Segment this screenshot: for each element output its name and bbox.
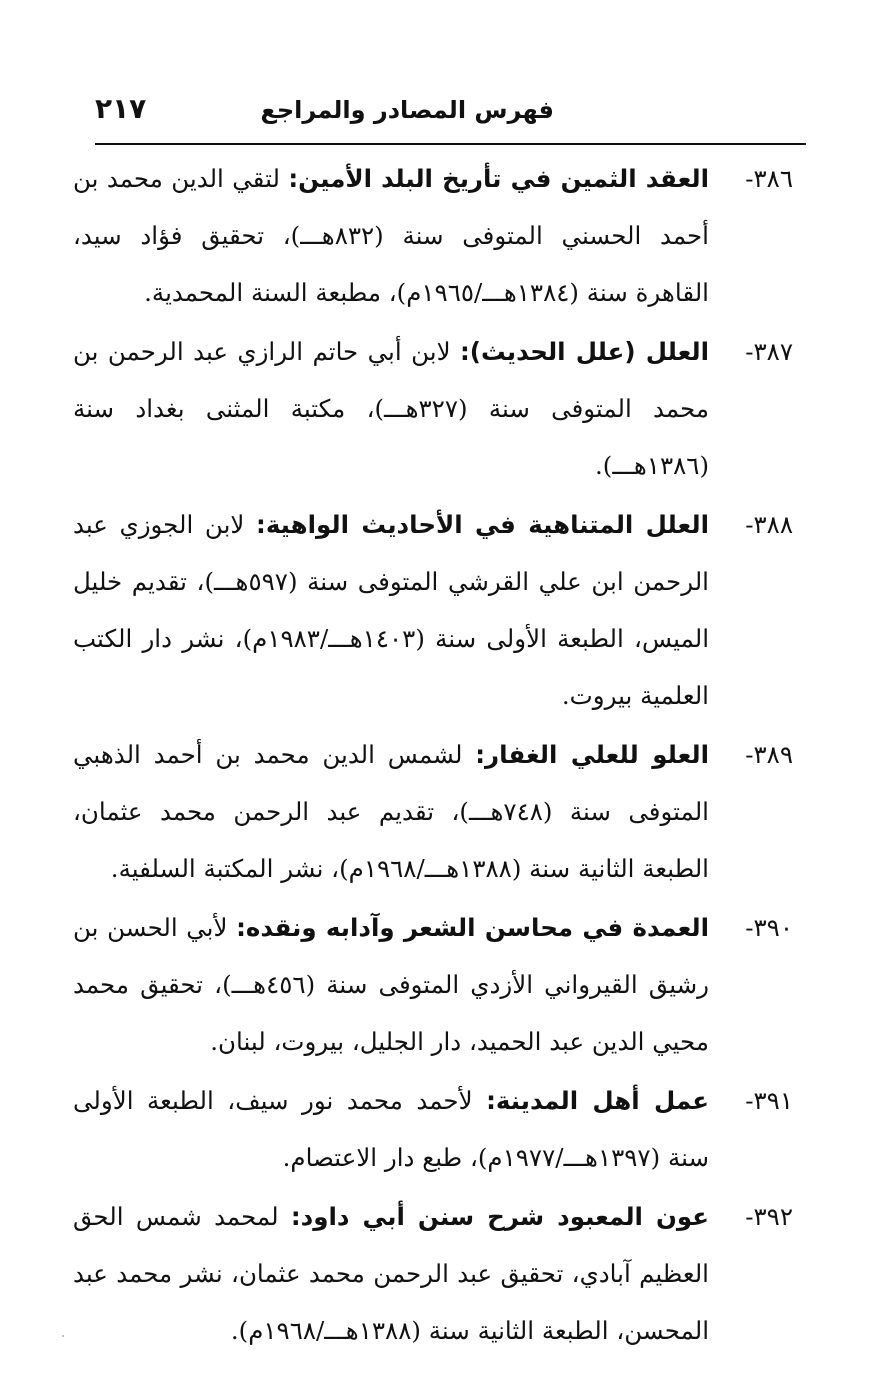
entry-body: لابن الجوزي عبد الرحمن ابن علي القرشي المتوفى سنة (٥٩٧هـــ)، تقديم خليل الميس، الطبعة الأولى سنة (١٤٠٣هـــ/١٩٨٣م)، نشر دار الكتب العلمية بيروت. (73, 510, 710, 710)
bibliography-entry (73, 323, 793, 494)
bibliography-entry (73, 496, 793, 724)
entry-body: لشمس الدين محمد بن أحمد الذهبي المتوفى سنة (٧٤٨هـــ)، تقديم عبد الرحمن محمد عثمان، الطبعة الثانية سنة (١٣٨٨هـــ/١٩٦٨م)، نشر المكتبة السلفية. (73, 740, 709, 883)
entry-number: ٣٨٨- (745, 510, 793, 539)
entry-title: العلل (علل الحديث): (460, 337, 709, 366)
entry-number: ٣٩٢- (745, 1202, 793, 1231)
entry-title: عمل أهل المدينة: (486, 1086, 710, 1115)
entry-number: ٣٨٩- (745, 740, 793, 769)
entry-title: العمدة في محاسن الشعر وآدابه ونقده: (236, 913, 710, 942)
entry-number: ٣٨٧- (745, 337, 793, 366)
entry-title: العقد الثمين في تأريخ البلد الأمين: (288, 164, 710, 193)
header-rule (95, 143, 806, 145)
scan-speck (62, 1335, 64, 1337)
entry-title: العلو للعلي الغفار: (475, 740, 710, 769)
entry-body: لمحمد شمس الحق العظيم آبادي، تحقيق عبد الرحمن محمد عثمان، نشر محمد عبد المحسن، الطبعة الثانية سنة (١٣٨٨هـــ/١٩٦٨م). (73, 1202, 709, 1345)
entry-number: ٣٩٠- (745, 913, 793, 942)
page-header (95, 82, 800, 142)
bibliography-list (73, 150, 793, 1361)
page-number: ٢١٧ (95, 92, 147, 125)
running-title: فهرس المصادر والمراجع (260, 96, 554, 124)
bibliography-entry (73, 1072, 793, 1186)
entry-title: عون المعبود شرح سنن أبي داود: (290, 1202, 710, 1231)
bibliography-entry (73, 899, 793, 1070)
bibliography-entry (73, 150, 793, 321)
entry-body: لأحمد محمد نور سيف، الطبعة الأولى سنة (١٣٩٧هـــ/١٩٧٧م)، طبع دار الاعتصام. (73, 1086, 709, 1172)
entry-body: لتقي الدين محمد بن أحمد الحسني المتوفى سنة (٨٣٢هـــ)، تحقيق فؤاد سيد، القاهرة سنة (١٣٨٤هـــ/١٩٦٥م)، مطبعة السنة المحمدية. (73, 164, 709, 307)
bibliography-entry (73, 726, 793, 897)
entry-body: لابن أبي حاتم الرازي عبد الرحمن بن محمد المتوفى سنة (٣٢٧هـــ)، مكتبة المثنى بغداد سنة (١٣٨٦هـــ). (73, 337, 709, 480)
entry-title: العلل المتناهية في الأحاديث الواهية: (256, 510, 709, 539)
entry-body: لأبي الحسن بن رشيق القيرواني الأزدي المتوفى سنة (٤٥٦هـــ)، تحقيق محمد محيي الدين عبد الحميد، دار الجليل، بيروت، لبنان. (73, 913, 709, 1056)
bibliography-entry (73, 1188, 793, 1359)
entry-number: ٣٩١- (745, 1086, 793, 1115)
entry-number: ٣٨٦- (745, 164, 793, 193)
